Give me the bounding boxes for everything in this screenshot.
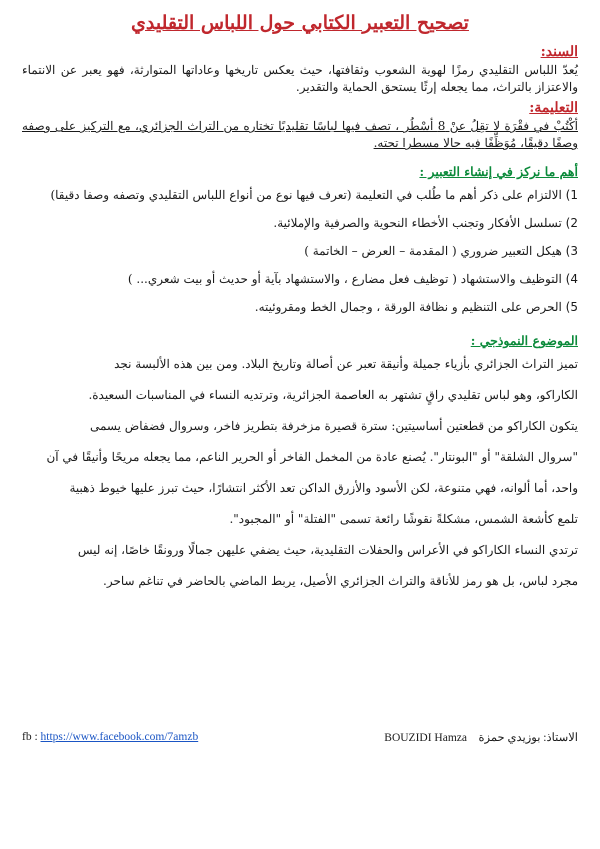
teacher-name-latin: BOUZIDI Hamza bbox=[384, 732, 467, 744]
essay-line: يتكون الكاراكو من قطعتين أساسيتين: سترة قصيرة مزخرفة بتطريز فاخر، وسروال فضفاض يسمى bbox=[89, 419, 578, 433]
list-item bbox=[22, 243, 578, 259]
teacher-credit bbox=[384, 730, 578, 744]
essay-line: الكاراكو، وهو لباس تقليدي راقٍ تشتهر به العاصمة الجزائرية، وترتديه النساء في المناسبات السعيدة. bbox=[88, 388, 578, 402]
instruction-text: أكْتُبْ في فقْرَة لا تقِلُ عنْ 8 أسْطُر ، تصف فيها لباسًا تقليديًا تختاره من التراث الجزائري، مع التركيز على وصفه وصفًا دقيقًا، مُوَظِّفًا فيه حالا مسطرا تحته. bbox=[22, 119, 578, 150]
item-text: الالتزام على ذكر أهم ما طُلب في التعليمة (تعرف فيها نوع من أنواع اللباس التقليدي وتصفه وصفا دقيقا) bbox=[50, 188, 562, 202]
essay-line: مجرد لباس، بل هو رمز للأناقة والتراث الجزائري الأصيل، يربط الماضي بالحاضر في تناغم ساحر. bbox=[103, 574, 578, 588]
list-item bbox=[22, 271, 578, 287]
focus-list bbox=[22, 187, 578, 315]
essay-line: واحد، أما ألوانه، فهي متنوعة، لكن الأسود والأزرق الداكن تعد الأكثر انتشارًا، حيث تبرز عليها خيوط ذهبية bbox=[69, 481, 578, 495]
teacher-name-arabic: الاستاذ: بوزيدي حمزة bbox=[478, 732, 578, 744]
page-footer bbox=[22, 727, 578, 747]
instruction-label: التعليمة: bbox=[529, 100, 578, 116]
essay-line: تلمع كأشعة الشمس، مشكلةً نقوشًا رائعة تسمى "الفتلة" أو "المجبود". bbox=[229, 512, 578, 526]
essay-line: تميز التراث الجزائري بأزياء جميلة وأنيقة تعبر عن أصالة وتاريخ البلاد. ومن بين هذه الألبسة نجد bbox=[114, 357, 578, 371]
fb-prefix: fb : bbox=[22, 731, 38, 743]
focus-heading: أهم ما نركز في إنشاء التعبير : bbox=[419, 164, 578, 179]
item-number: 1) bbox=[565, 188, 578, 202]
facebook-credit bbox=[22, 731, 198, 743]
sanad-label: السند: bbox=[540, 44, 578, 60]
item-number: 5) bbox=[565, 300, 578, 314]
item-text: هيكل التعبير ضروري ( المقدمة – العرض – الخاتمة ) bbox=[304, 244, 562, 258]
essay-line: "سروال الشلقة" أو "البونتار". يُصنع عادة من المخمل الفاخر أو الحرير الناعم، مما يجعله مريحًا وأنيقًا في آن bbox=[46, 450, 578, 464]
facebook-link[interactable]: https://www.facebook.com/7amzb bbox=[40, 731, 199, 743]
page-title: تصحيح التعبير الكتابي حول اللباس التقليدي bbox=[131, 12, 469, 34]
model-heading: الموضوع النموذجي : bbox=[470, 333, 578, 348]
item-text: التوظيف والاستشهاد ( توظيف فعل مضارع ، والاستشهاد بآية أو حديث أو بيت شعري... ) bbox=[127, 272, 562, 286]
item-number: 2) bbox=[565, 216, 578, 230]
sanad-text: يُعدّ اللباس التقليدي رمزًا لهوية الشعوب وثقافتها، حيث يعكس تاريخها وعاداتها المتوارثة، فهو يعبر عن الانتماء والاعتزاز بالتراث، مما يجعله إرثًا يستحق الحماية والتقدير. bbox=[22, 63, 578, 94]
item-text: الحرص على التنظيم و نظافة الورقة ، وجمال الخط ومقروئيته. bbox=[254, 300, 562, 314]
item-number: 3) bbox=[565, 244, 578, 258]
list-item bbox=[22, 187, 578, 203]
item-text: تسلسل الأفكار وتجنب الأخطاء النحوية والصرفية والإملائية. bbox=[273, 216, 562, 230]
item-number: 4) bbox=[565, 272, 578, 286]
essay-line: ترتدي النساء الكاراكو في الأعراس والحفلات التقليدية، حيث يضفي عليهن جمالًا ورونقًا خاصًا، إنه ليس bbox=[77, 543, 578, 557]
model-essay bbox=[22, 356, 578, 589]
list-item bbox=[22, 299, 578, 315]
list-item bbox=[22, 215, 578, 231]
